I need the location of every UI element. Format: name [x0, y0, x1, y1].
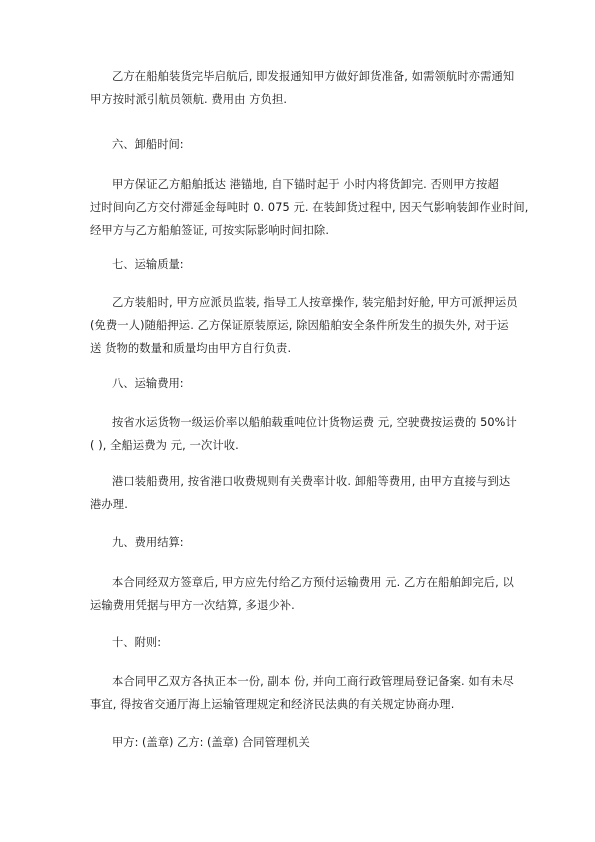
section-heading-transport-fees: 八、运输费用:	[112, 377, 184, 390]
text-line: ( ), 全船运费为 元, 一次计收.	[90, 439, 239, 452]
paragraph-port-fees	[90, 470, 525, 516]
text-line: 运输费用凭据与甲方一次结算, 多退少补.	[90, 599, 295, 612]
text-line: 送 货物的数量和质量均由甲方自行负责.	[90, 342, 292, 355]
text-line: 甲方保证乙方船舶抵达 港锚地, 自下锚时起于 小时内将货卸完. 否则甲方按超	[112, 178, 499, 191]
paragraph-supplementary	[90, 670, 525, 716]
section-heading-transport-quality: 七、运输质量:	[112, 258, 184, 271]
text-line: 按省水运货物一级运价率以船舶载重吨位计货物运费 元, 空驶费按运费的 50%计	[112, 416, 517, 429]
section-heading-settlement: 九、费用结算:	[112, 536, 184, 549]
text-line: (免费一人)随船押运. 乙方保证原装原运, 除因船舶安全条件所发生的损失外, 对于运	[90, 319, 509, 332]
signature-line: 甲方: (盖章) 乙方: (盖章) 合同管理机关	[112, 736, 310, 749]
paragraph-unloading-time	[90, 173, 529, 242]
paragraph-transport-quality	[90, 291, 525, 360]
text-line: 经甲方与乙方船舶签证, 可按实际影响时间扣除.	[90, 224, 330, 237]
paragraph-settlement	[90, 571, 525, 617]
text-line: 事宜, 得按省交通厅海上运输管理规定和经济民法典的有关规定协商办理.	[90, 698, 455, 711]
text-line: 本合同经双方签章后, 甲方应先付给乙方预付运输费用 元. 乙方在船舶卸完后, 以	[112, 576, 514, 589]
paragraph-departure-notice	[90, 65, 525, 111]
section-heading-supplementary: 十、附则:	[112, 636, 161, 649]
paragraph-freight-rate	[90, 411, 525, 457]
text-line: 乙方在船舶装货完毕启航后, 即发报通知甲方做好卸货准备, 如需领航时亦需通知	[112, 70, 515, 83]
text-line: 乙方装船时, 甲方应派员监装, 指导工人按章操作, 装完船封好舱, 甲方可派押运员	[112, 296, 518, 309]
text-line: 港办理.	[90, 498, 128, 511]
text-line: 港口装船费用, 按省港口收费规则有关费率计收. 卸船等费用, 由甲方直接与到达	[112, 475, 511, 488]
section-heading-unloading-time: 六、卸船时间:	[112, 138, 184, 151]
text-line: 过时间向乙方交付滞延金每吨时 0. 075 元. 在装卸货过程中, 因天气影响装卸作业时间,	[90, 201, 529, 214]
text-line: 本合同甲乙双方各执正本一份, 副本 份, 并向工商行政管理局登记备案. 如有未尽	[112, 675, 514, 688]
text-line: 甲方按时派引航员领航. 费用由 方负担.	[90, 93, 288, 106]
